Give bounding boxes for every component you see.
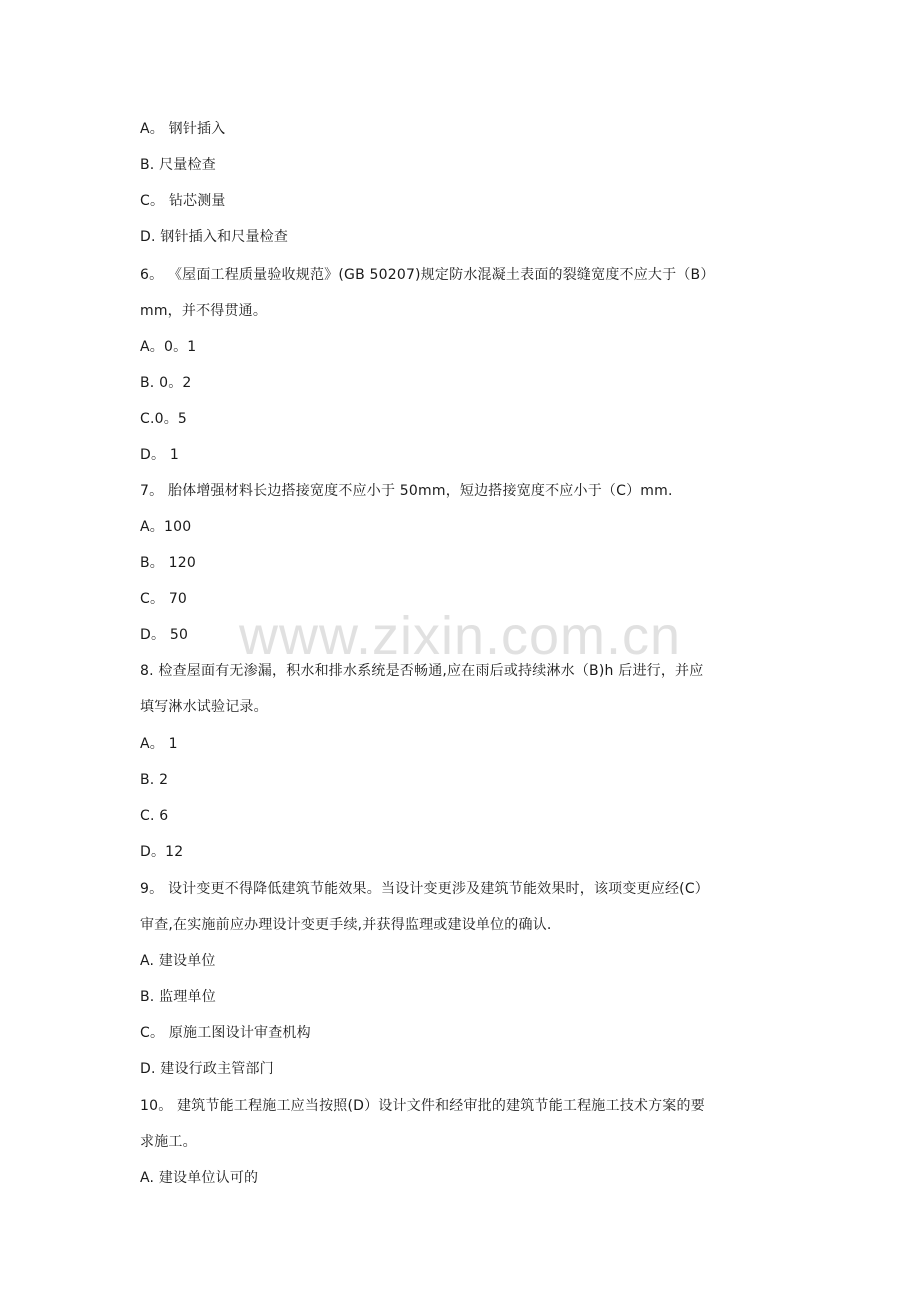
option-7d: D。 50 [140, 627, 189, 643]
option-8c: C. 6 [140, 808, 169, 824]
watermark-text: www.zixin.com.cn [238, 606, 682, 666]
option-6d: D。 1 [140, 447, 179, 463]
option-7b: B。 120 [140, 555, 196, 571]
question-9-line-2: 审查,在实施前应办理设计变更手续,并获得监理或建设单位的确认. [140, 917, 552, 933]
question-9-line-1: 9。 设计变更不得降低建筑节能效果。当设计变更涉及建筑节能效果时，该项变更应经(C） [140, 881, 709, 897]
option-8b: B. 2 [140, 772, 169, 788]
question-10-line-2: 求施工。 [140, 1134, 197, 1150]
option-5b: B. 尺量检查 [140, 157, 216, 173]
option-9b: B. 监理单位 [140, 989, 216, 1005]
option-7a: A。100 [140, 519, 192, 535]
option-6c: C.0。5 [140, 411, 188, 427]
option-6a: A。0。1 [140, 339, 197, 355]
question-6-line-1: 6。 《屋面工程质量验收规范》(GB 50207)规定防水混凝土表面的裂缝宽度不应大于（B） [140, 267, 715, 283]
question-6-line-2: mm，并不得贯通。 [140, 303, 268, 319]
option-8d: D。12 [140, 844, 184, 860]
option-5d: D. 钢针插入和尺量检查 [140, 229, 289, 245]
option-9c: C。 原施工图设计审查机构 [140, 1025, 311, 1041]
option-5c: C。 钻芯测量 [140, 193, 226, 209]
question-8-line-2: 填写淋水试验记录。 [140, 699, 268, 715]
option-7c: C。 70 [140, 591, 188, 607]
option-9d: D. 建设行政主管部门 [140, 1061, 274, 1077]
option-10a: A. 建设单位认可的 [140, 1170, 259, 1186]
option-5a: A。 钢针插入 [140, 121, 226, 137]
question-7: 7。 胎体增强材料长边搭接宽度不应小于 50mm，短边搭接宽度不应小于（C）mm. [140, 483, 673, 499]
option-6b: B. 0。2 [140, 375, 192, 391]
question-8-line-1: 8. 检查屋面有无渗漏，积水和排水系统是否畅通,应在雨后或持续淋水（B)h 后进行，并应 [140, 663, 704, 679]
question-10-line-1: 10。 建筑节能工程施工应当按照(D）设计文件和经审批的建筑节能工程施工技术方案的要 [140, 1098, 705, 1114]
option-8a: A。 1 [140, 736, 178, 752]
option-9a: A. 建设单位 [140, 953, 216, 969]
